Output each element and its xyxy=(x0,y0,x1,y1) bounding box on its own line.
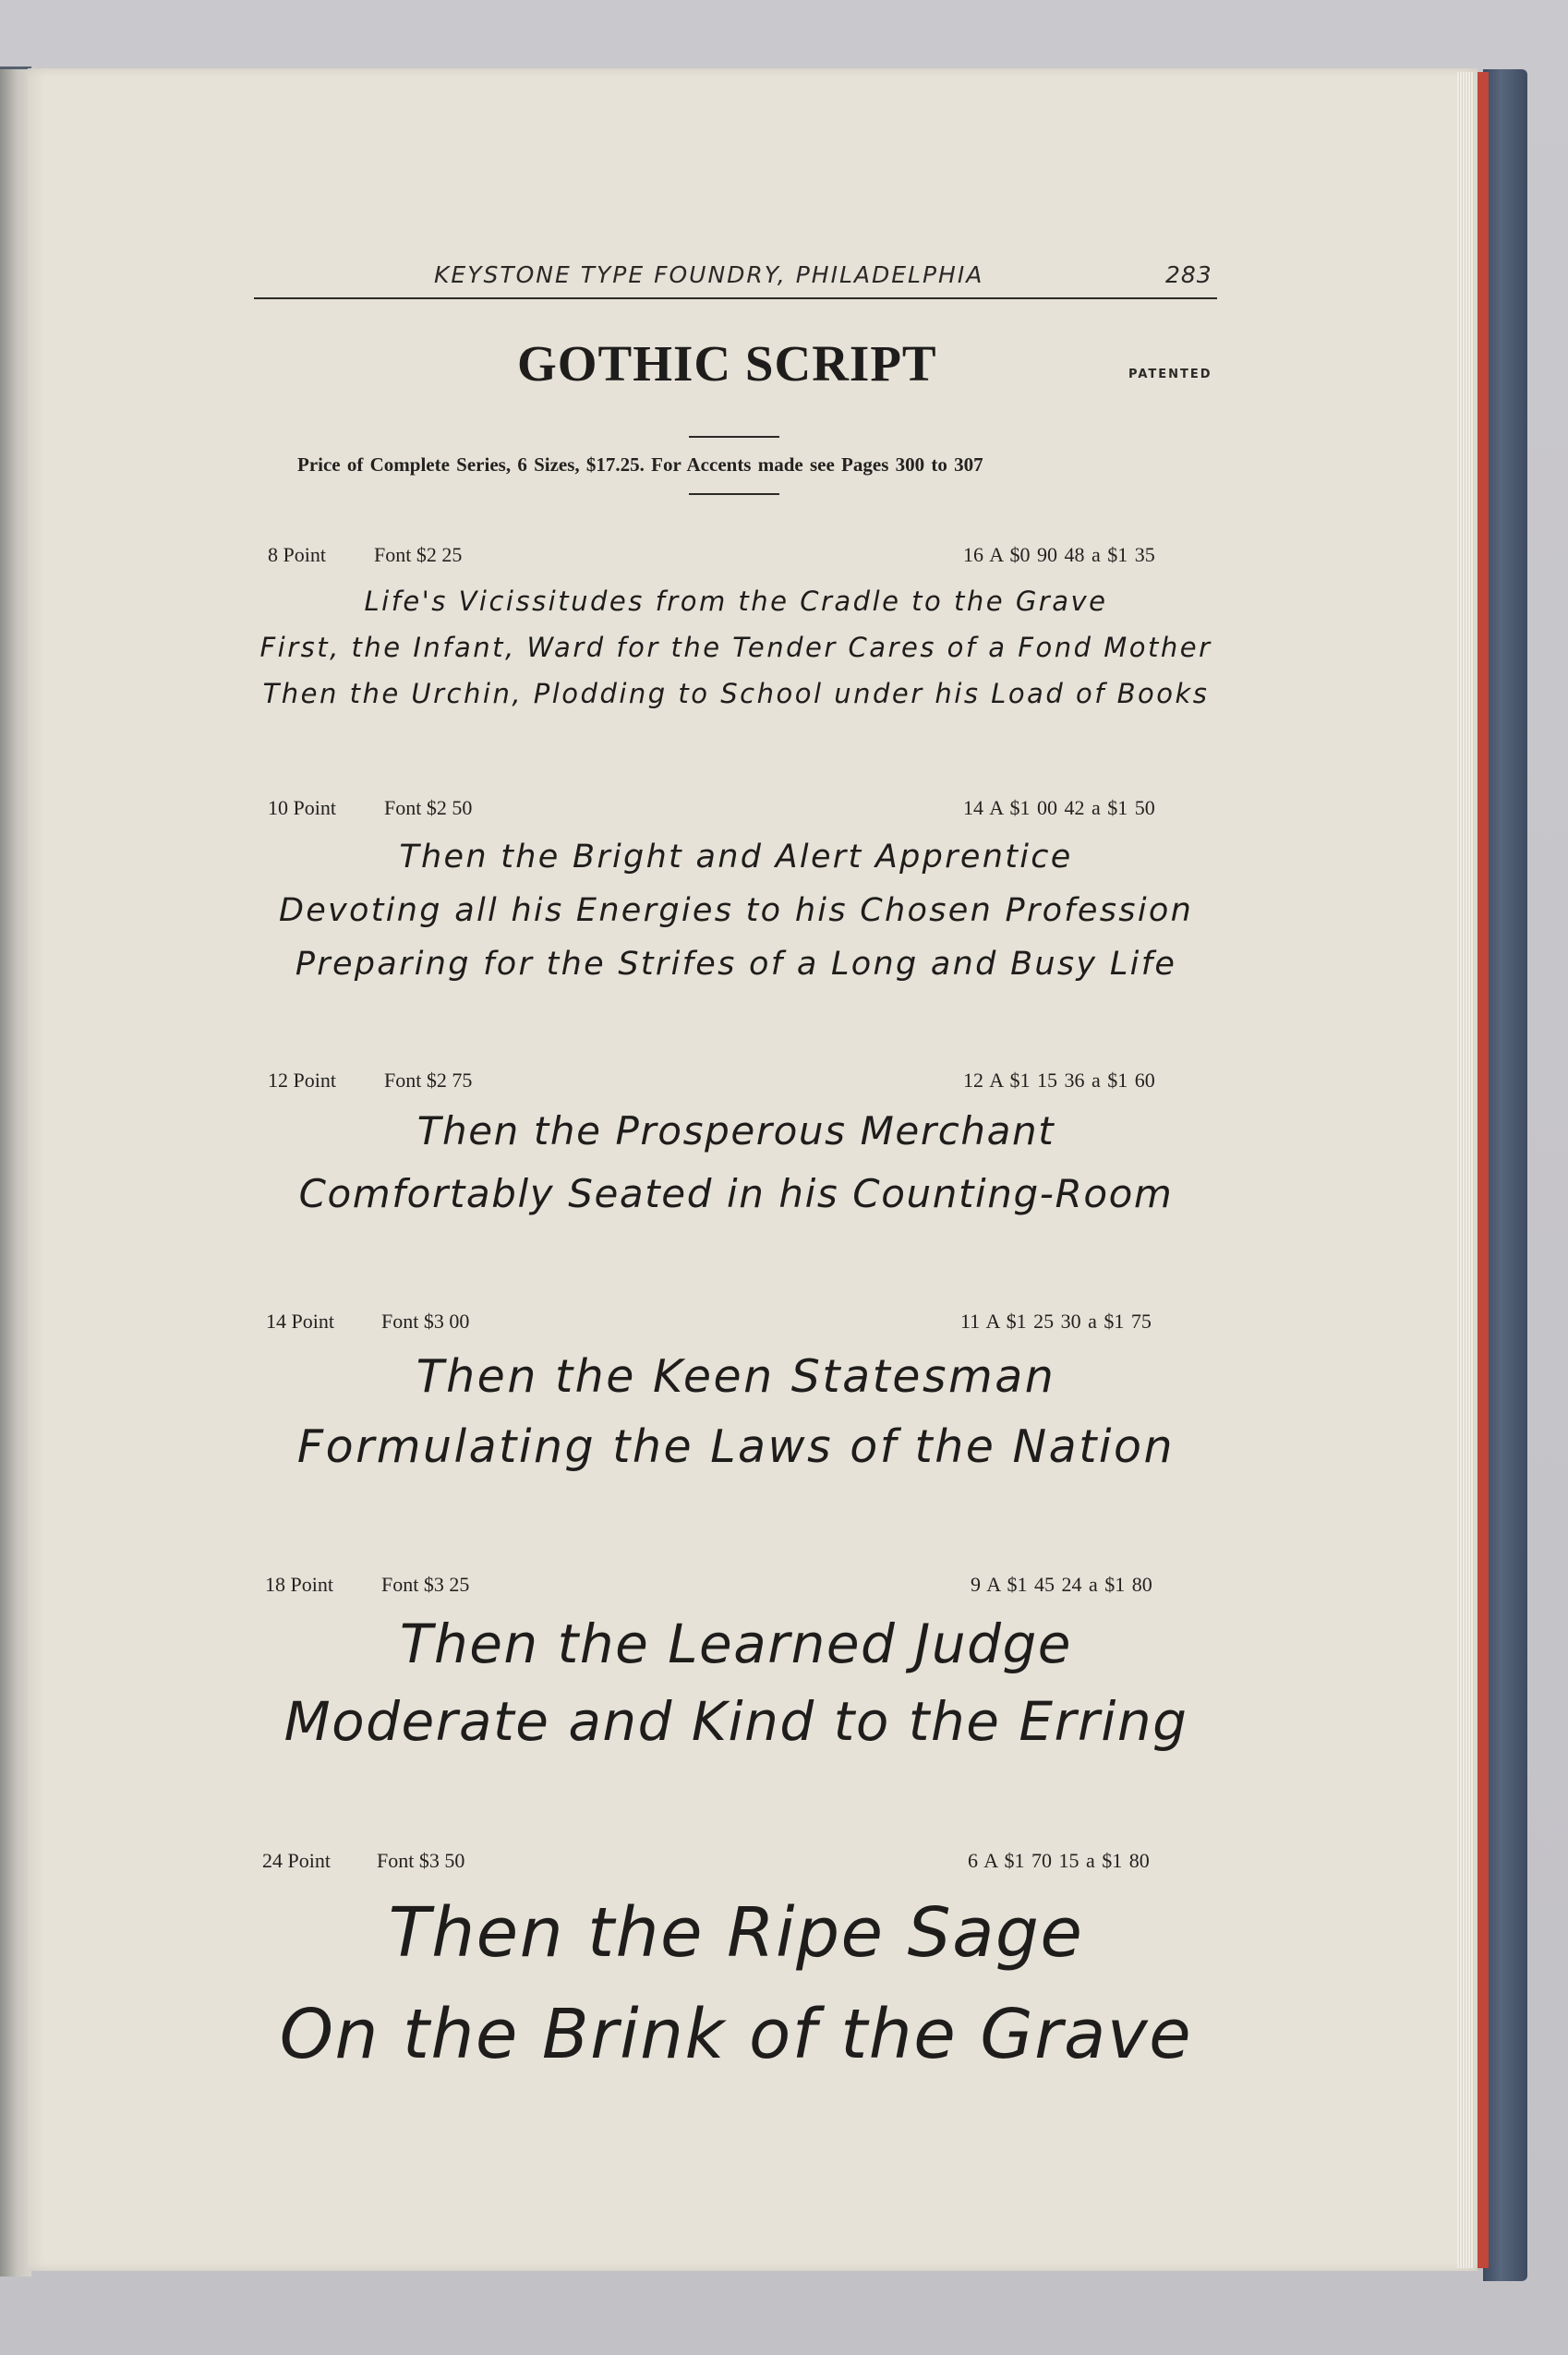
specimen-line: Then the Bright and Alert Apprentice xyxy=(399,839,1073,876)
specimen-line: Formulating the Laws of the Nation xyxy=(296,1420,1176,1473)
price-line: Price of Complete Series, 6 Sizes, $17.25. For Accents made see Pages 300 to 307 xyxy=(297,453,983,476)
size-label: 10 Point xyxy=(268,796,336,819)
character-counts: 14 A $1 00 42 a $1 50 xyxy=(963,796,1155,819)
patented-label: PATENTED xyxy=(1128,368,1212,381)
specimen-line: Life's Vicissitudes from the Cradle to the Grave xyxy=(364,586,1108,617)
character-counts: 9 A $1 45 24 a $1 80 xyxy=(971,1573,1152,1596)
font-price: Font $2 75 xyxy=(384,1069,473,1092)
size-label: 24 Point xyxy=(262,1849,331,1872)
character-counts: 6 A $1 70 15 a $1 80 xyxy=(968,1849,1150,1872)
size-label: 8 Point xyxy=(268,543,326,566)
specimen-line: Then the Keen Statesman xyxy=(416,1350,1056,1403)
size-label: 14 Point xyxy=(266,1310,334,1333)
price-rule xyxy=(689,493,779,495)
running-head: KEYSTONE TYPE FOUNDRY, PHILADELPHIA xyxy=(434,261,984,288)
specimen-line: Comfortably Seated in his Counting-Room xyxy=(298,1171,1174,1216)
book-cover-edge xyxy=(1483,69,1527,2281)
specimen-line: Then the Prosperous Merchant xyxy=(416,1108,1055,1153)
left-page-edge xyxy=(0,66,31,2276)
specimen-line: Devoting all his Energies to his Chosen Profession xyxy=(278,892,1194,929)
specimen-line: Then the Ripe Sage xyxy=(388,1893,1084,1973)
specimen-line: Then the Urchin, Plodding to School under his Load of Books xyxy=(262,678,1210,709)
character-counts: 12 A $1 15 36 a $1 60 xyxy=(963,1069,1155,1092)
page-block-edge xyxy=(1457,72,1474,2268)
specimen-line: Moderate and Kind to the Erring xyxy=(283,1690,1188,1753)
font-price: Font $2 50 xyxy=(384,796,473,819)
specimen-line: Then the Learned Judge xyxy=(400,1612,1072,1675)
character-counts: 16 A $0 90 48 a $1 35 xyxy=(963,543,1155,566)
character-counts: 11 A $1 25 30 a $1 75 xyxy=(960,1310,1152,1333)
font-price: Font $3 50 xyxy=(377,1849,465,1872)
size-label: 18 Point xyxy=(265,1573,333,1596)
page-number: 283 xyxy=(1165,261,1212,288)
font-price: Font $2 25 xyxy=(374,543,463,566)
font-price: Font $3 00 xyxy=(381,1310,470,1333)
title-rule xyxy=(689,436,779,438)
header-rule xyxy=(254,297,1217,299)
page-title: GOTHIC SCRIPT xyxy=(517,335,937,392)
specimen-line: First, the Infant, Ward for the Tender Cares of a Fond Mother xyxy=(259,632,1212,663)
specimen-line: Preparing for the Strifes of a Long and Busy Life xyxy=(295,946,1177,983)
size-label: 12 Point xyxy=(268,1069,336,1092)
font-price: Font $3 25 xyxy=(381,1573,470,1596)
specimen-line: On the Brink of the Grave xyxy=(279,1995,1193,2074)
